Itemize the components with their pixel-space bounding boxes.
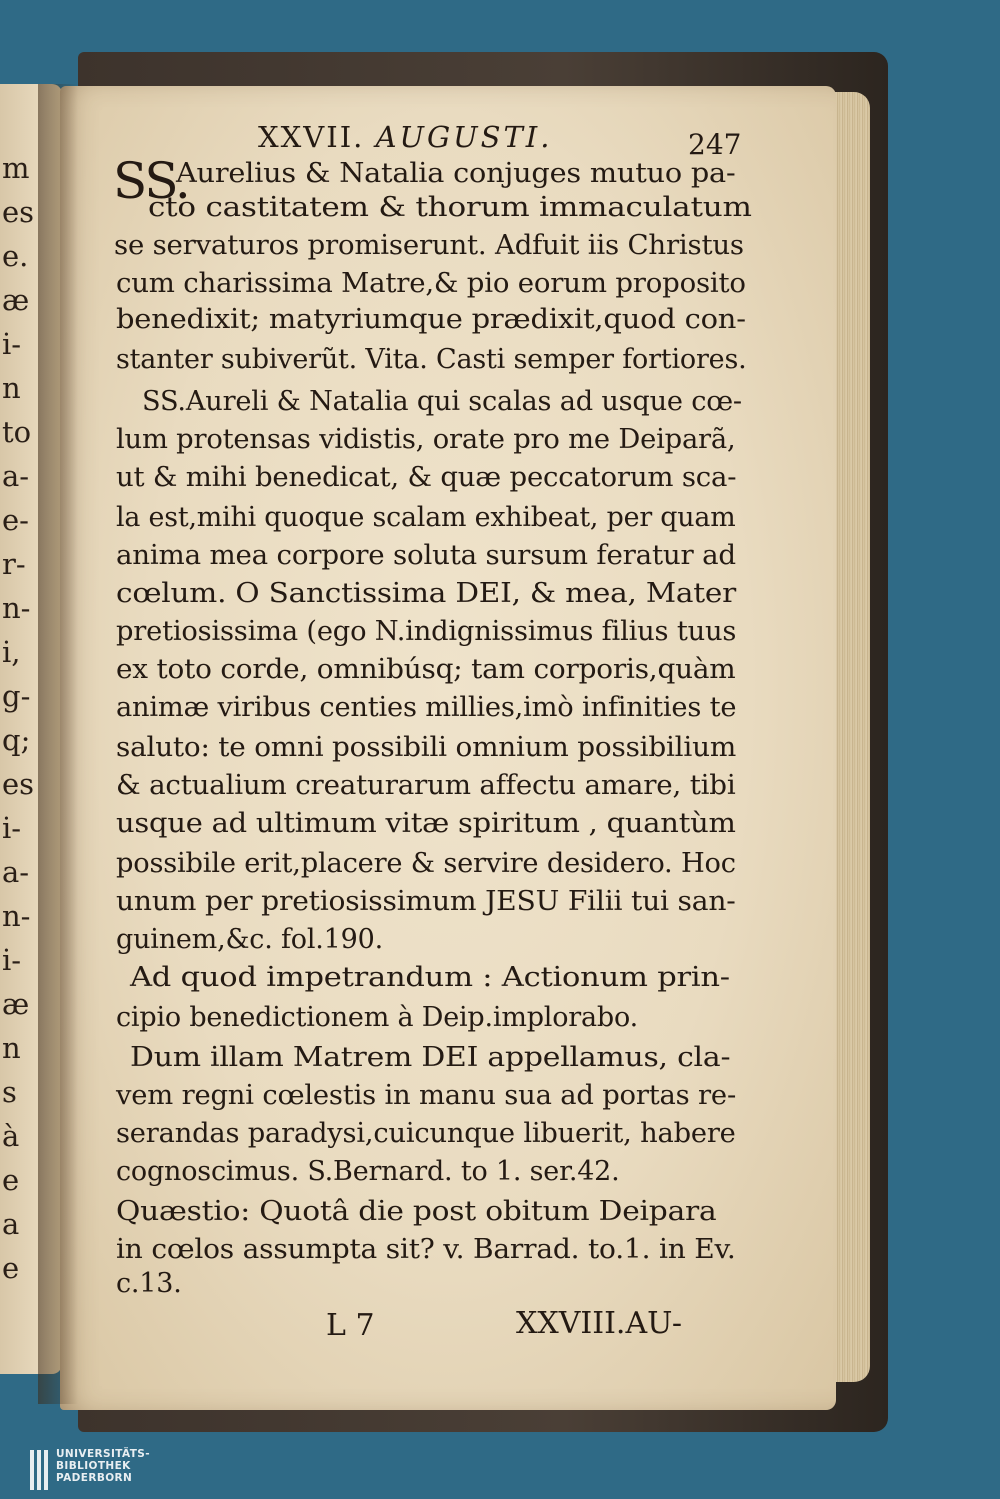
drop-initial: SS. (113, 152, 189, 210)
left-page-fragment: es (2, 767, 35, 801)
text-line: & actualium creaturarum affectu amare, tibi (116, 770, 736, 801)
catchword: XXVIII.AU- (516, 1306, 683, 1341)
text-line: usque ad ultimum vitæ spiritum , quantùm (116, 808, 736, 839)
text-line: cœlum. O Sanctissima DEI, & mea, Mater (116, 578, 737, 609)
text-line: animæ viribus centies millies,imò infinities te (116, 692, 737, 723)
text-line: stanter subiverũt. Vita. Casti semper fortiores. (116, 344, 747, 375)
left-page-fragment: s (2, 1075, 17, 1109)
left-page-fragment: e (2, 1251, 20, 1285)
left-page-fragment: æ (2, 283, 30, 317)
text-line: cipio benedictionem à Deip.implorabo. (116, 1002, 638, 1033)
text-line: pretiosissima (ego N.indignissimus filius tuus (116, 616, 737, 647)
text-line: cognoscimus. S.Bernard. to 1. ser.42. (116, 1156, 620, 1187)
text-line: Quæstio: Quotâ die post obitum Deipara (116, 1196, 717, 1227)
left-page-fragment: à (2, 1119, 20, 1153)
left-page-fragment: a (2, 1207, 20, 1241)
left-page-fragment: e (2, 1163, 20, 1197)
text-line: ex toto corde, omnibúsq; tam corporis,quàm (116, 654, 736, 685)
left-page-fragment: æ (2, 987, 30, 1021)
left-page-fragment: m (2, 151, 30, 185)
logo-line: BIBLIOTHEK (56, 1460, 131, 1472)
text-line: Ad quod impetrandum : Actionum prin- (130, 962, 730, 993)
text-line: cto castitatem & thorum immaculatum (148, 192, 752, 223)
left-page-fragment: q; (2, 723, 31, 757)
library-logo-text (56, 1448, 150, 1484)
text-line: saluto: te omni possibili omnium possibilium (116, 732, 737, 763)
text-line: Dum illam Matrem DEI appellamus, cla- (130, 1042, 731, 1073)
left-page-fragment: n- (2, 899, 31, 933)
text-line: c.13. (116, 1268, 182, 1299)
text-line: anima mea corpore soluta sursum feratur ad (116, 540, 736, 571)
text-line: vem regni cœlestis in manu sua ad portas re- (116, 1080, 737, 1111)
text-line: se servaturos promiserunt. Adfuit iis Christus (114, 230, 744, 261)
text-line: in cœlos assumpta sit? v. Barrad. to.1. in Ev. (116, 1234, 736, 1265)
footer-bar (0, 1440, 1000, 1499)
logo-line: PADERBORN (56, 1472, 133, 1484)
running-head-numeral: XXVII. (258, 120, 365, 154)
text-line: unum per pretiosissimum JESU Filii tui san- (116, 886, 736, 917)
left-page-fragment: i, (2, 635, 21, 669)
page-number: 247 (688, 128, 742, 161)
text-line: la est,mihi quoque scalam exhibeat, per quam (116, 502, 736, 533)
running-head-month: AUGUSTI. (375, 120, 553, 154)
text-line: SS.Aureli & Natalia qui scalas ad usque cœ- (142, 386, 742, 417)
left-page-fragment: a- (2, 459, 30, 493)
left-page-fragment: i- (2, 811, 22, 845)
logo-line: UNIVERSITÄTS- (56, 1448, 151, 1460)
left-page-fragment: e. (2, 239, 29, 273)
running-head (258, 120, 552, 154)
left-page-fragment: n (2, 1031, 21, 1065)
text-line: guinem,&c. fol.190. (116, 924, 383, 955)
left-page-fragment: e- (2, 503, 29, 537)
left-page-fragment: i- (2, 943, 22, 977)
left-page-fragment: g- (2, 679, 31, 713)
left-page-fragment: r- (2, 547, 26, 581)
text-line: possibile erit,placere & servire desidero. Hoc (116, 848, 736, 879)
text-line: ut & mihi benedicat, & quæ peccatorum sca- (116, 462, 737, 493)
left-page-fragment: i- (2, 327, 22, 361)
signature-mark: L 7 (326, 1308, 375, 1343)
left-page-fragment: to (2, 415, 32, 449)
left-page-fragment: n (2, 371, 21, 405)
library-logo-icon (30, 1450, 50, 1490)
text-line: benedixit; matyriumque prædixit,quod con- (116, 304, 746, 335)
left-page-fragment: es (2, 195, 35, 229)
left-page-fragment: n- (2, 591, 31, 625)
left-page-fragment: a- (2, 855, 30, 889)
text-line: Aurelius & Natalia conjuges mutuo pa- (176, 158, 736, 189)
text-line: lum protensas vidistis, orate pro me Deiparã, (116, 424, 736, 455)
text-line: cum charissima Matre,& pio eorum proposito (116, 268, 746, 299)
page-gutter-shadow (38, 84, 78, 1404)
text-line: serandas paradysi,cuicunque libuerit, habere (116, 1118, 736, 1149)
